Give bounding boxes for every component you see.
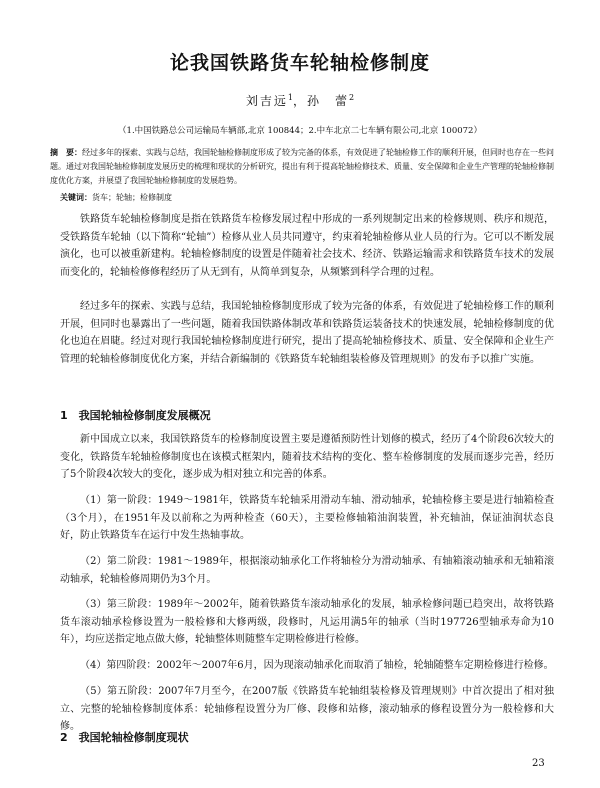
section-heading: 1 我国轮轴检修制度发展概况	[60, 409, 211, 422]
section-heading: 2 我国轮轴检修制度现状	[60, 731, 189, 744]
keywords-text: 货车；轮轴；检修制度	[92, 193, 172, 202]
body-paragraph: （2）第二阶段：1981～1989年，根据滚动轴承化工作将轴检分为滑动轴承、有轴箱滚动轴承和无轴箱滚动轴承，轮轴检修周期仍为3个月。	[60, 556, 554, 585]
abstract-text: 经过多年的探索、实践与总结，我国轮轴检修制度形成了较为完备的体系，有效促进了轮轴检修工作的顺利开展，但同时也存在一些问题。通过对我国轮轴检修制度发展历史的梳理和现状的分析研究，提出有利于提高轮轴检修技术、质量、安全保障和企业生产管理的轮轴检修制度优化方案，并展望了我国轮轴检修制度的发展趋势。	[50, 148, 554, 185]
author-separator: ，	[292, 94, 307, 108]
body-paragraph: （1）第一阶段：1949～1981年，铁路货车轮轴采用滑动车轴、滑动轴承，轮轴检修主要是进行轴箱检查（3个月），在1951年及以前称之为两种检查（60天），主要检修轴箱油润装置，补充轴油，保证油润状态良好，防止铁路货车在运行中发生热轴事故。	[60, 495, 554, 542]
body-paragraph: 经过多年的探索、实践与总结，我国轮轴检修制度形成了较为完备的体系，有效促进了轮轴检修工作的顺利开展，但同时也暴露出了一些问题，随着我国铁路体制改革和铁路货运装备技术的快速发展，轮轴检修制度的优化也迫在眉睫。经过对现行我国轮轴检修制度进行研究，提出了提高轮轴检修技术、质量、安全保障和企业生产管理的轮轴检修制度优化方案，并结合新编制的《铁路货车轮轴组装检修及管理规则》的发布予以推广实施。	[60, 301, 554, 365]
body-paragraph: 铁路货车轮轴检修制度是指在铁路货车检修发展过程中形成的一系列规制定出来的检修规则、秩序和规范，受铁路货车轮轴（以下简称“轮轴”）检修从业人员共同遵守，约束着轮轴检修从业人员的行为。它可以不断发展演化，也可以被重新建构。轮轴检修制度的设置是伴随着社会技术、经济、铁路运输需求和铁路货车技术的发展而变化的，轮轴检修修程经历了从无到有，从简单到复杂，从频繁到科学合理的过程。	[60, 214, 554, 278]
body-paragraph: （4）第四阶段：2002年～2007年6月，因为现滚动轴承化而取消了轴检，轮轴随整车定期检修进行检修。	[80, 660, 554, 671]
body-paragraph: （3）第三阶段：1989年～2002年，随着铁路货车滚动轴承化的发展，轴承检修问题已趋突出，故将铁路货车滚动轴承检修设置为一般检修和大修两级，段修时，凡运用满5年的轴承（当时197726型轴承寿命为10年），均应送指定地点做大修，轮轴整体则随整车定期检修进行检修。	[60, 599, 554, 646]
abstract-label: 摘 要：	[50, 147, 82, 157]
author-affil-mark: 1	[287, 93, 293, 102]
author-name: 刘吉远	[245, 94, 288, 108]
author-name: 孙 蕾	[307, 94, 350, 108]
page-number: 23	[532, 758, 545, 769]
keywords	[60, 192, 554, 203]
keywords-label: 关键词：	[60, 192, 92, 202]
affiliation: （1.中国铁路总公司运输局车辆部,北京 100844；2.中车北京二七车辆有限公司,北京 100072）	[118, 126, 482, 136]
author-line	[0, 92, 600, 109]
paper-title: 论我国铁路货车轮轴检修制度	[169, 52, 430, 74]
abstract	[50, 145, 554, 188]
body-paragraph: 新中国成立以来，我国铁路货车的检修制度设置主要是遵循预防性计划修的模式，经历了4个阶段6次较大的变化，铁路货车轮轴检修制度也在该模式框架内，随着技术结构的变化、整车检修制度的发展而逐步完善，经历了5个阶段4次较大的变化，逐步成为相对独立和完善的体系。	[60, 434, 554, 481]
body-paragraph: （5）第五阶段：2007年7月至今，在2007版《铁路货车轮轴组装检修及管理规则》中首次提出了相对独立、完整的轮轴检修制度体系：轮轴修程设置分为厂修、段修和站修，滚动轴承的修程设置分为一般检修和大修。	[60, 686, 554, 733]
author-affil-mark: 2	[349, 93, 355, 102]
